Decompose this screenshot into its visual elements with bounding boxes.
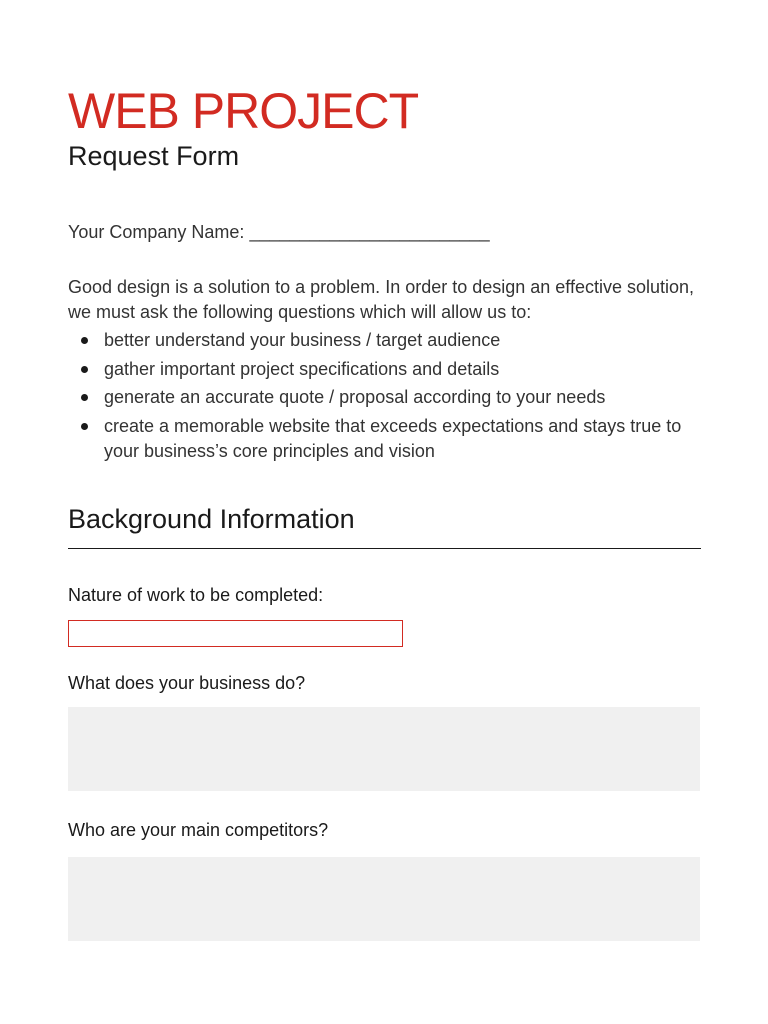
competitors-label: Who are your main competitors? bbox=[68, 820, 329, 840]
bullet-icon bbox=[81, 337, 88, 344]
company-name-label: Your Company Name: bbox=[68, 222, 250, 242]
bullet-icon bbox=[81, 394, 88, 401]
nature-of-work-input[interactable] bbox=[68, 620, 403, 647]
list-item-text: create a memorable website that exceeds expectations and stays true to your business’s core principles and vision bbox=[104, 415, 682, 461]
page-title: WEB PROJECT bbox=[68, 83, 419, 139]
list-item bbox=[68, 328, 701, 353]
company-name-blank[interactable]: ________________________ bbox=[249, 222, 490, 242]
list-item-text: gather important project specifications and details bbox=[104, 358, 500, 379]
business-description-field[interactable] bbox=[68, 707, 700, 791]
section-divider bbox=[68, 548, 701, 549]
company-name-line bbox=[68, 220, 490, 244]
page-subtitle: Request Form bbox=[68, 141, 240, 171]
bullet-icon bbox=[81, 366, 88, 373]
nature-of-work-label: Nature of work to be completed: bbox=[68, 585, 324, 605]
list-item-text: better understand your business / target audience bbox=[104, 330, 501, 350]
section-heading: Background Information bbox=[68, 504, 355, 534]
intro-paragraph: Good design is a solution to a problem. In order to design an effective solution, we must ask the following questions which will allow us to: bbox=[68, 277, 695, 322]
business-description-label: What does your business do? bbox=[68, 673, 306, 693]
list-item bbox=[68, 385, 701, 410]
goals-list bbox=[68, 328, 701, 467]
competitors-field[interactable] bbox=[68, 857, 700, 941]
list-item-text: generate an accurate quote / proposal according to your needs bbox=[104, 387, 606, 407]
list-item bbox=[68, 414, 701, 464]
bullet-icon bbox=[81, 423, 88, 430]
list-item bbox=[68, 357, 701, 382]
